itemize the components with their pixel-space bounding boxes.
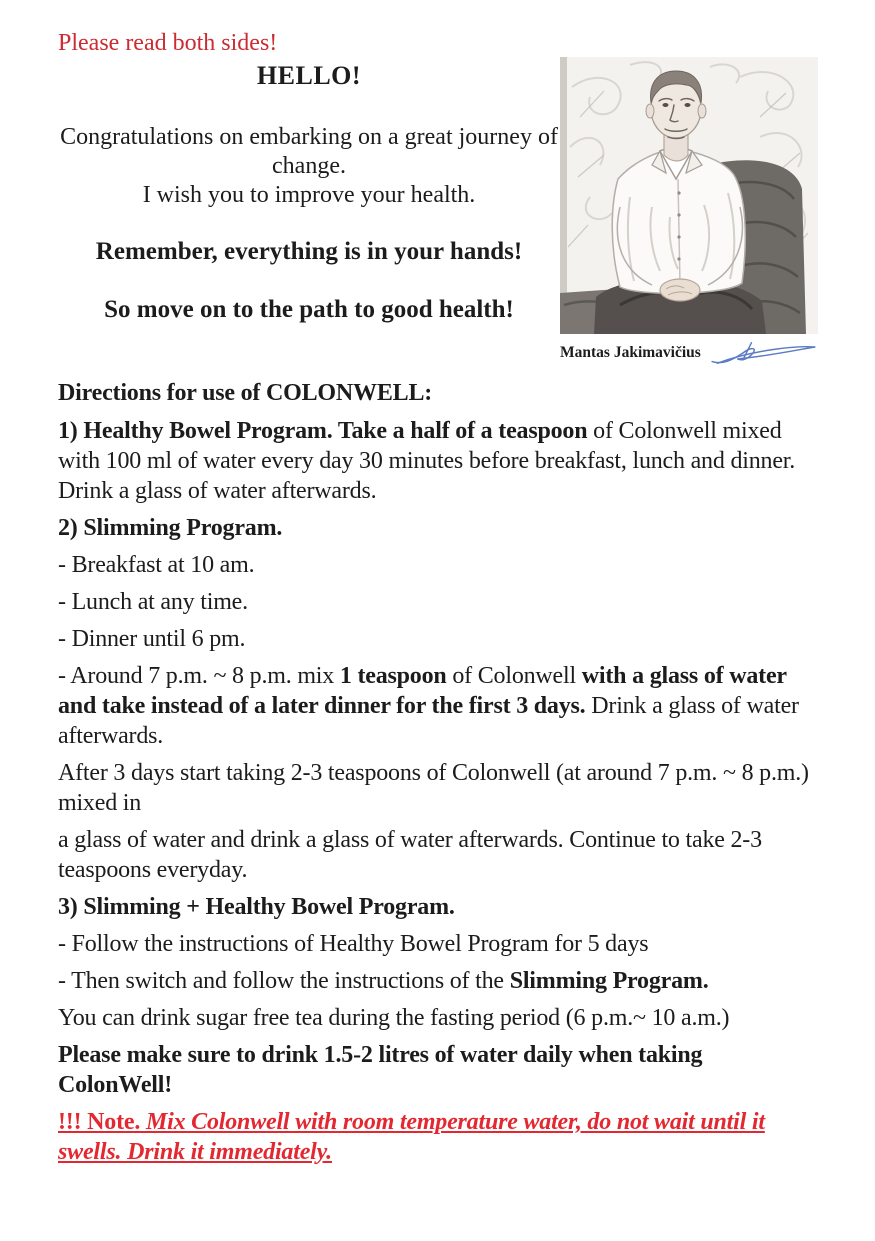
move-on-line: So move on to the path to good health!	[104, 296, 514, 323]
portrait-block	[560, 57, 818, 368]
step-2-slimming: 2) Slimming Program.	[58, 515, 283, 541]
portrait-caption: Mantas Jakimavičius	[560, 344, 701, 361]
directions-heading: Directions for use of COLONWELL:	[58, 380, 433, 406]
remember-line: Remember, everything is in your hands!	[95, 238, 523, 265]
intro-line-2: I wish you to improve your health.	[142, 182, 476, 208]
directions-paragraphs	[58, 416, 820, 1167]
intro-text	[58, 123, 560, 210]
step-1-healthy-bowel: 1) Healthy Bowel Program. Take a half of a teaspoon of Colonwell mixed with 100 ml of water every day 30 minutes before breakfast, lunch and dinner. Drink a glass of water afterwards.	[58, 418, 796, 504]
slimming-breakfast: - Breakfast at 10 am.	[58, 552, 255, 578]
read-both-sides-notice: Please read both sides!	[58, 30, 278, 56]
intro-line-1: Congratulations on embarking on a great journey of change.	[60, 124, 558, 179]
slimming-lunch: - Lunch at any time.	[58, 589, 248, 615]
after-3-days: After 3 days start taking 2-3 teaspoons of Colonwell (at around 7 p.m. ~ 8 p.m.) mixed in	[58, 760, 809, 816]
slimming-dinner: - Dinner until 6 pm.	[58, 626, 246, 652]
signature-scribble	[707, 338, 818, 368]
sugar-free-tea: You can drink sugar free tea during the fasting period (6 p.m.~ 10 a.m.)	[58, 1005, 730, 1031]
red-note: !!! Note. Mix Colonwell with room temperature water, do not wait until it swells. Drink it immediately.	[58, 1109, 765, 1165]
directions-section	[58, 378, 820, 1174]
step-3-combined: 3) Slimming + Healthy Bowel Program.	[58, 894, 455, 920]
water-reminder: Please make sure to drink 1.5-2 litres of water daily when taking ColonWell!	[58, 1042, 703, 1098]
combined-follow: - Follow the instructions of Healthy Bowel Program for 5 days	[58, 931, 649, 957]
portrait-illustration	[560, 57, 818, 334]
after-3-days-continued: a glass of water and drink a glass of water afterwards. Continue to take 2-3 teaspoons everyday.	[58, 827, 762, 883]
hello-heading: HELLO!	[256, 61, 362, 90]
header-section	[58, 57, 818, 368]
greeting-block	[58, 57, 560, 324]
portrait-caption-row	[560, 338, 818, 368]
combined-switch: - Then switch and follow the instructions of the Slimming Program.	[58, 968, 709, 994]
slimming-evening-dose: - Around 7 p.m. ~ 8 p.m. mix 1 teaspoon of Colonwell with a glass of water and take instead of a later dinner for the first 3 days. Drink a glass of water afterwards.	[58, 663, 799, 749]
